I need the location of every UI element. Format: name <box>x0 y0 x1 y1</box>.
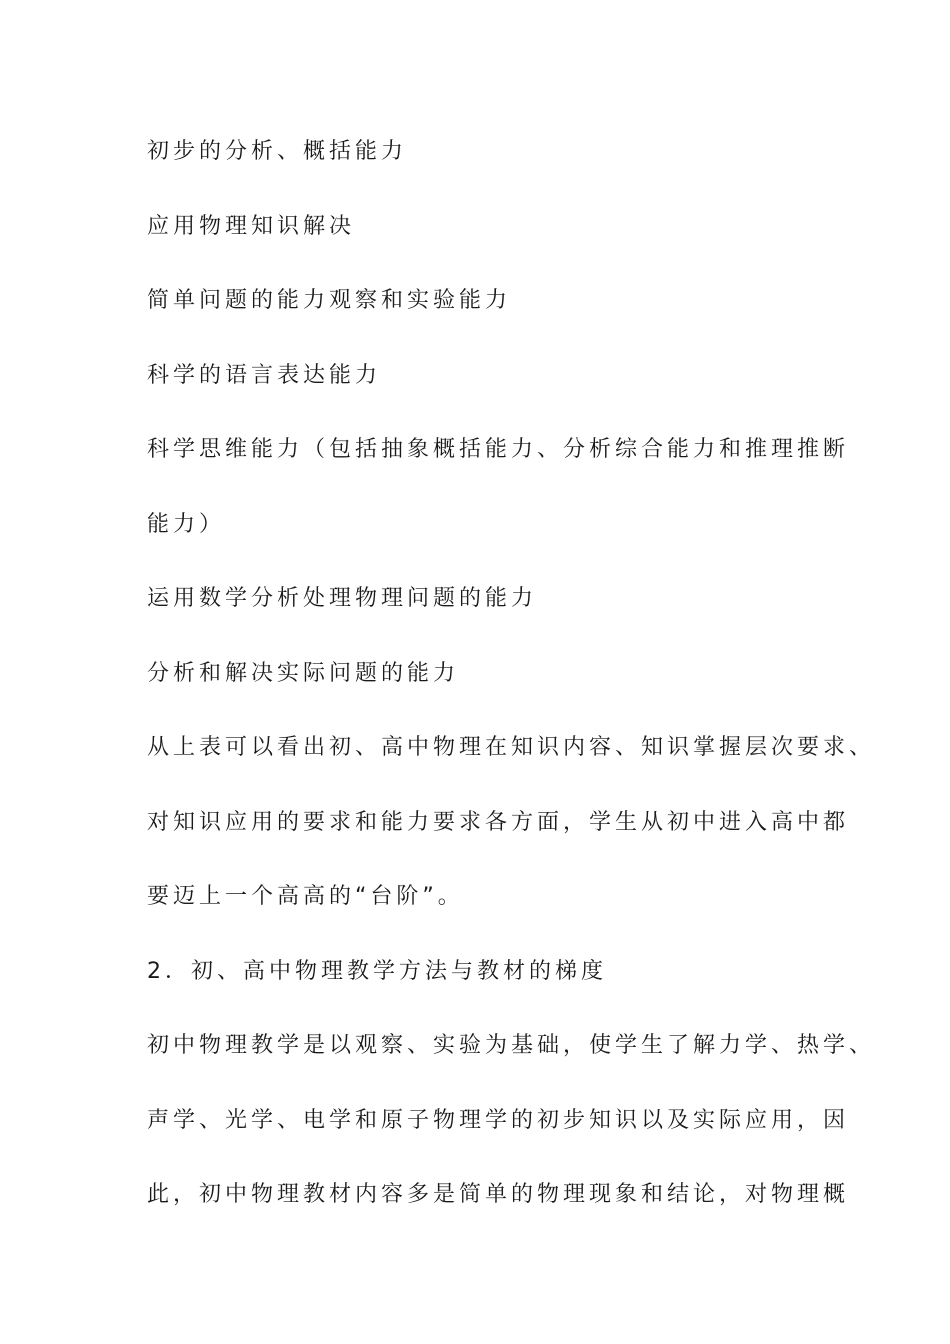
text-line: 对知识应用的要求和能力要求各方面，学生从初中进入高中都 <box>147 810 850 835</box>
text-line: 简单问题的能力观察和实验能力 <box>147 288 512 313</box>
text-line: 此，初中物理教材内容多是简单的物理现象和结论，对物理概 <box>147 1182 850 1207</box>
text-line: 科学的语言表达能力 <box>147 363 382 388</box>
text-line: 初步的分析、概括能力 <box>147 139 408 164</box>
text-line: 初中物理教学是以观察、实验为基础，使学生了解力学、热学、 <box>147 1033 876 1058</box>
text-line: 应用物理知识解决 <box>147 214 356 239</box>
text-line: 分析和解决实际问题的能力 <box>147 661 460 686</box>
text-line: 声学、光学、电学和原子物理学的初步知识以及实际应用，因 <box>147 1108 850 1133</box>
text-line: 从上表可以看出初、高中物理在知识内容、知识掌握层次要求、 <box>147 735 876 760</box>
text-line: 要迈上一个高高的“台阶”。 <box>147 884 464 909</box>
text-line: 科学思维能力（包括抽象概括能力、分析综合能力和推理推断 <box>147 437 850 462</box>
text-line: 运用数学分析处理物理问题的能力 <box>147 586 538 611</box>
text-line: 能力） <box>147 512 226 537</box>
section-heading: 2．初、高中物理教学方法与教材的梯度 <box>147 959 607 984</box>
